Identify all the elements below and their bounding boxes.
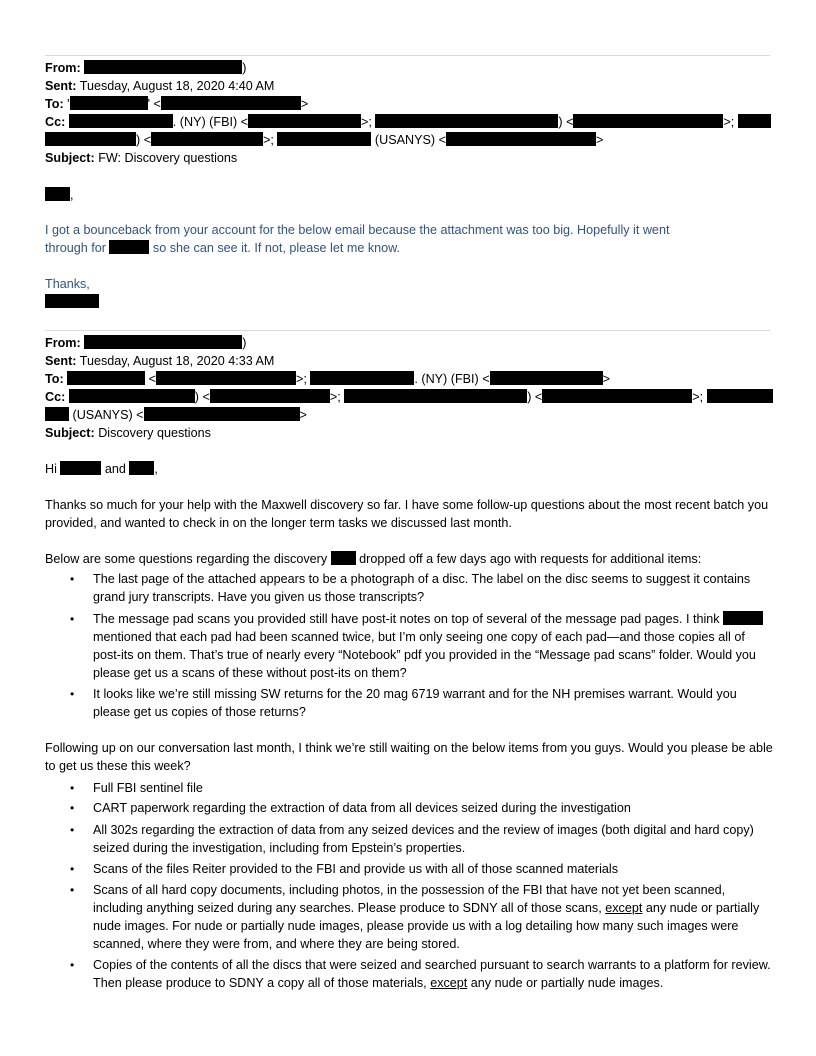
item-text: The message pad scans you provided still have post-it notes on top of several of the message pad pages. I think	[93, 612, 720, 626]
to-label: To:	[45, 372, 64, 386]
sent-label: Sent:	[45, 79, 77, 93]
redaction	[446, 132, 596, 146]
para-text: dropped off a few days ago with requests for additional items:	[359, 552, 702, 566]
item-text: Copies of the contents of all the discs that were seized and searched pursuant to search warrants to a platform for review. Then please produce to SDNY a copy all of those materials,	[93, 958, 771, 990]
redaction	[248, 114, 361, 128]
email2-greeting: Hi and ,	[45, 462, 158, 476]
redaction	[573, 114, 723, 128]
email1-thanks	[45, 275, 90, 293]
question-item-2	[93, 610, 773, 682]
request-item-1: Full FBI sentinel file	[93, 781, 203, 795]
from-label: From:	[45, 336, 81, 350]
to-label: To:	[45, 97, 64, 111]
redaction	[723, 611, 763, 625]
redaction	[144, 407, 300, 421]
email1-body-line-1	[45, 221, 669, 239]
greeting-hi: Hi	[45, 462, 57, 476]
body-text: I got a bounceback from your account for the below email because the attachment was too big. Hopefully it went	[45, 223, 670, 237]
bullet-icon: •	[70, 801, 75, 815]
redaction	[277, 132, 371, 146]
cc-label: Cc:	[45, 390, 66, 404]
email1-cc-line-2: ) < >; (USANYS) < >	[45, 131, 603, 149]
email1-to-line: To: ' ' < >	[45, 97, 309, 111]
subject-label: Subject:	[45, 151, 95, 165]
subject-label: Subject:	[45, 426, 95, 440]
bullet-icon: •	[70, 612, 75, 626]
redaction	[45, 187, 70, 201]
item-text: any nude or partially nude images. For nude or partially nude images, please provide us with a log detailing how many such images were scanned, where they were from, and where they are being stored.	[93, 901, 760, 951]
email1-subject-line	[45, 149, 237, 167]
para-text: Below are some questions regarding the discovery	[45, 552, 328, 566]
redaction	[84, 335, 242, 349]
divider-top	[45, 55, 770, 56]
bullet-icon: •	[70, 862, 75, 876]
redaction	[490, 371, 603, 385]
redaction	[45, 294, 99, 308]
except-underlined: except	[430, 976, 468, 990]
bullet-icon: •	[70, 572, 75, 586]
sent-value: Tuesday, August 18, 2020 4:40 AM	[79, 79, 275, 93]
email2-paragraph-3: Following up on our conversation last month, I think we’re still waiting on the below items from you guys. Would you please be able to get us these this week?	[45, 741, 773, 773]
email1-from-line: From: )	[45, 61, 247, 75]
email2-paragraph-2	[45, 550, 775, 568]
redaction	[109, 240, 149, 254]
redaction	[707, 389, 773, 403]
bullet-icon: •	[70, 687, 75, 701]
request-item-5	[93, 881, 773, 953]
bullet-icon: •	[70, 958, 75, 972]
redaction	[738, 114, 771, 128]
redaction	[542, 389, 692, 403]
subject-value: FW: Discovery questions	[98, 151, 238, 165]
sent-label: Sent:	[45, 354, 77, 368]
bullet-icon: •	[70, 781, 75, 795]
thanks-text: Thanks,	[45, 277, 90, 291]
email1-cc-line-1: Cc: . (NY) (FBI) < >; ) < >;	[45, 113, 771, 131]
redaction	[70, 96, 148, 110]
email2-cc-line-1: Cc: ) < >; ) < >;	[45, 388, 773, 406]
item-text: Scans of all hard copy documents, including photos, in the possession of the FBI that have not yet been scanned, including anything seized during any searches. Please produce to SDNY all of those scans,	[93, 883, 726, 915]
cc-usanys: (USANYS) <	[374, 133, 446, 147]
redaction	[331, 551, 356, 565]
email2-from-line: From: )	[45, 336, 247, 350]
email2-sent-line	[45, 352, 274, 370]
request-item-3: All 302s regarding the extraction of data from any seized devices and the review of images (both digital and hard copy) seized during the investigation, including from Epstein’s properties.	[93, 823, 754, 855]
email1-salutation: ,	[45, 186, 74, 204]
cc-usanys: (USANYS) <	[72, 408, 144, 422]
request-item-2: CART paperwork regarding the extraction of data from all devices seized during the investigation	[93, 801, 631, 815]
redaction	[60, 461, 101, 475]
request-item-6	[93, 956, 773, 992]
divider-forward	[45, 330, 770, 331]
redaction	[67, 371, 145, 385]
email2-cc-line-2: (USANYS) < >	[45, 406, 307, 424]
except-underlined: except	[605, 901, 643, 915]
from-label: From:	[45, 61, 81, 75]
cc-label: Cc:	[45, 115, 66, 129]
email1-signature	[45, 293, 99, 311]
redaction	[156, 371, 296, 385]
redaction	[151, 132, 263, 146]
cc-nyfbi: . (NY) (FBI) <	[172, 115, 249, 129]
redaction	[69, 114, 173, 128]
item-text: mentioned that each pad had been scanned twice, but I’m only seeing one copy of each pad—and those copies all of post-its on them. That’s true of nearly every “Notebook” pdf you provided in the “Message pad scans” folder. Would you please get us a scans of these without post-its on them?	[93, 630, 756, 680]
redaction	[45, 407, 69, 421]
email1-sent-line	[45, 77, 274, 95]
bullet-icon: •	[70, 823, 75, 837]
question-item-1: The last page of the attached appears to be a photograph of a disc. The label on the disc seems to suggest it contains grand jury transcripts. Have you given us those transcripts?	[93, 572, 751, 604]
email2-subject-line	[45, 424, 211, 442]
email1-body-line-2	[45, 239, 400, 257]
subject-value: Discovery questions	[98, 426, 211, 440]
sent-value: Tuesday, August 18, 2020 4:33 AM	[79, 354, 275, 368]
redaction	[69, 389, 195, 403]
item-text: any nude or partially nude images.	[470, 976, 664, 990]
redaction	[161, 96, 301, 110]
request-item-4: Scans of the files Reiter provided to the FBI and provide us with all of those scanned materials	[93, 862, 619, 876]
redaction	[375, 114, 558, 128]
redaction	[45, 132, 136, 146]
body-text: so she can see it. If not, please let me know.	[152, 241, 401, 255]
redaction	[210, 389, 330, 403]
greeting-and: and	[104, 462, 126, 476]
email2-to-line: To: < >; . (NY) (FBI) < >	[45, 372, 610, 386]
redaction	[84, 60, 242, 74]
to-nyfbi: . (NY) (FBI) <	[414, 372, 490, 386]
bullet-icon: •	[70, 883, 75, 897]
question-item-3: It looks like we’re still missing SW returns for the 20 mag 6719 warrant and for the NH premises warrant. Would you please get us copies of those returns?	[93, 687, 737, 719]
body-text: through for	[45, 241, 106, 255]
redaction	[129, 461, 154, 475]
redaction	[310, 371, 414, 385]
redaction	[344, 389, 527, 403]
email2-paragraph-1: Thanks so much for your help with the Maxwell discovery so far. I have some follow-up questions about the most recent batch you provided, and wanted to check in on the longer term tasks we discussed last month.	[45, 498, 769, 530]
